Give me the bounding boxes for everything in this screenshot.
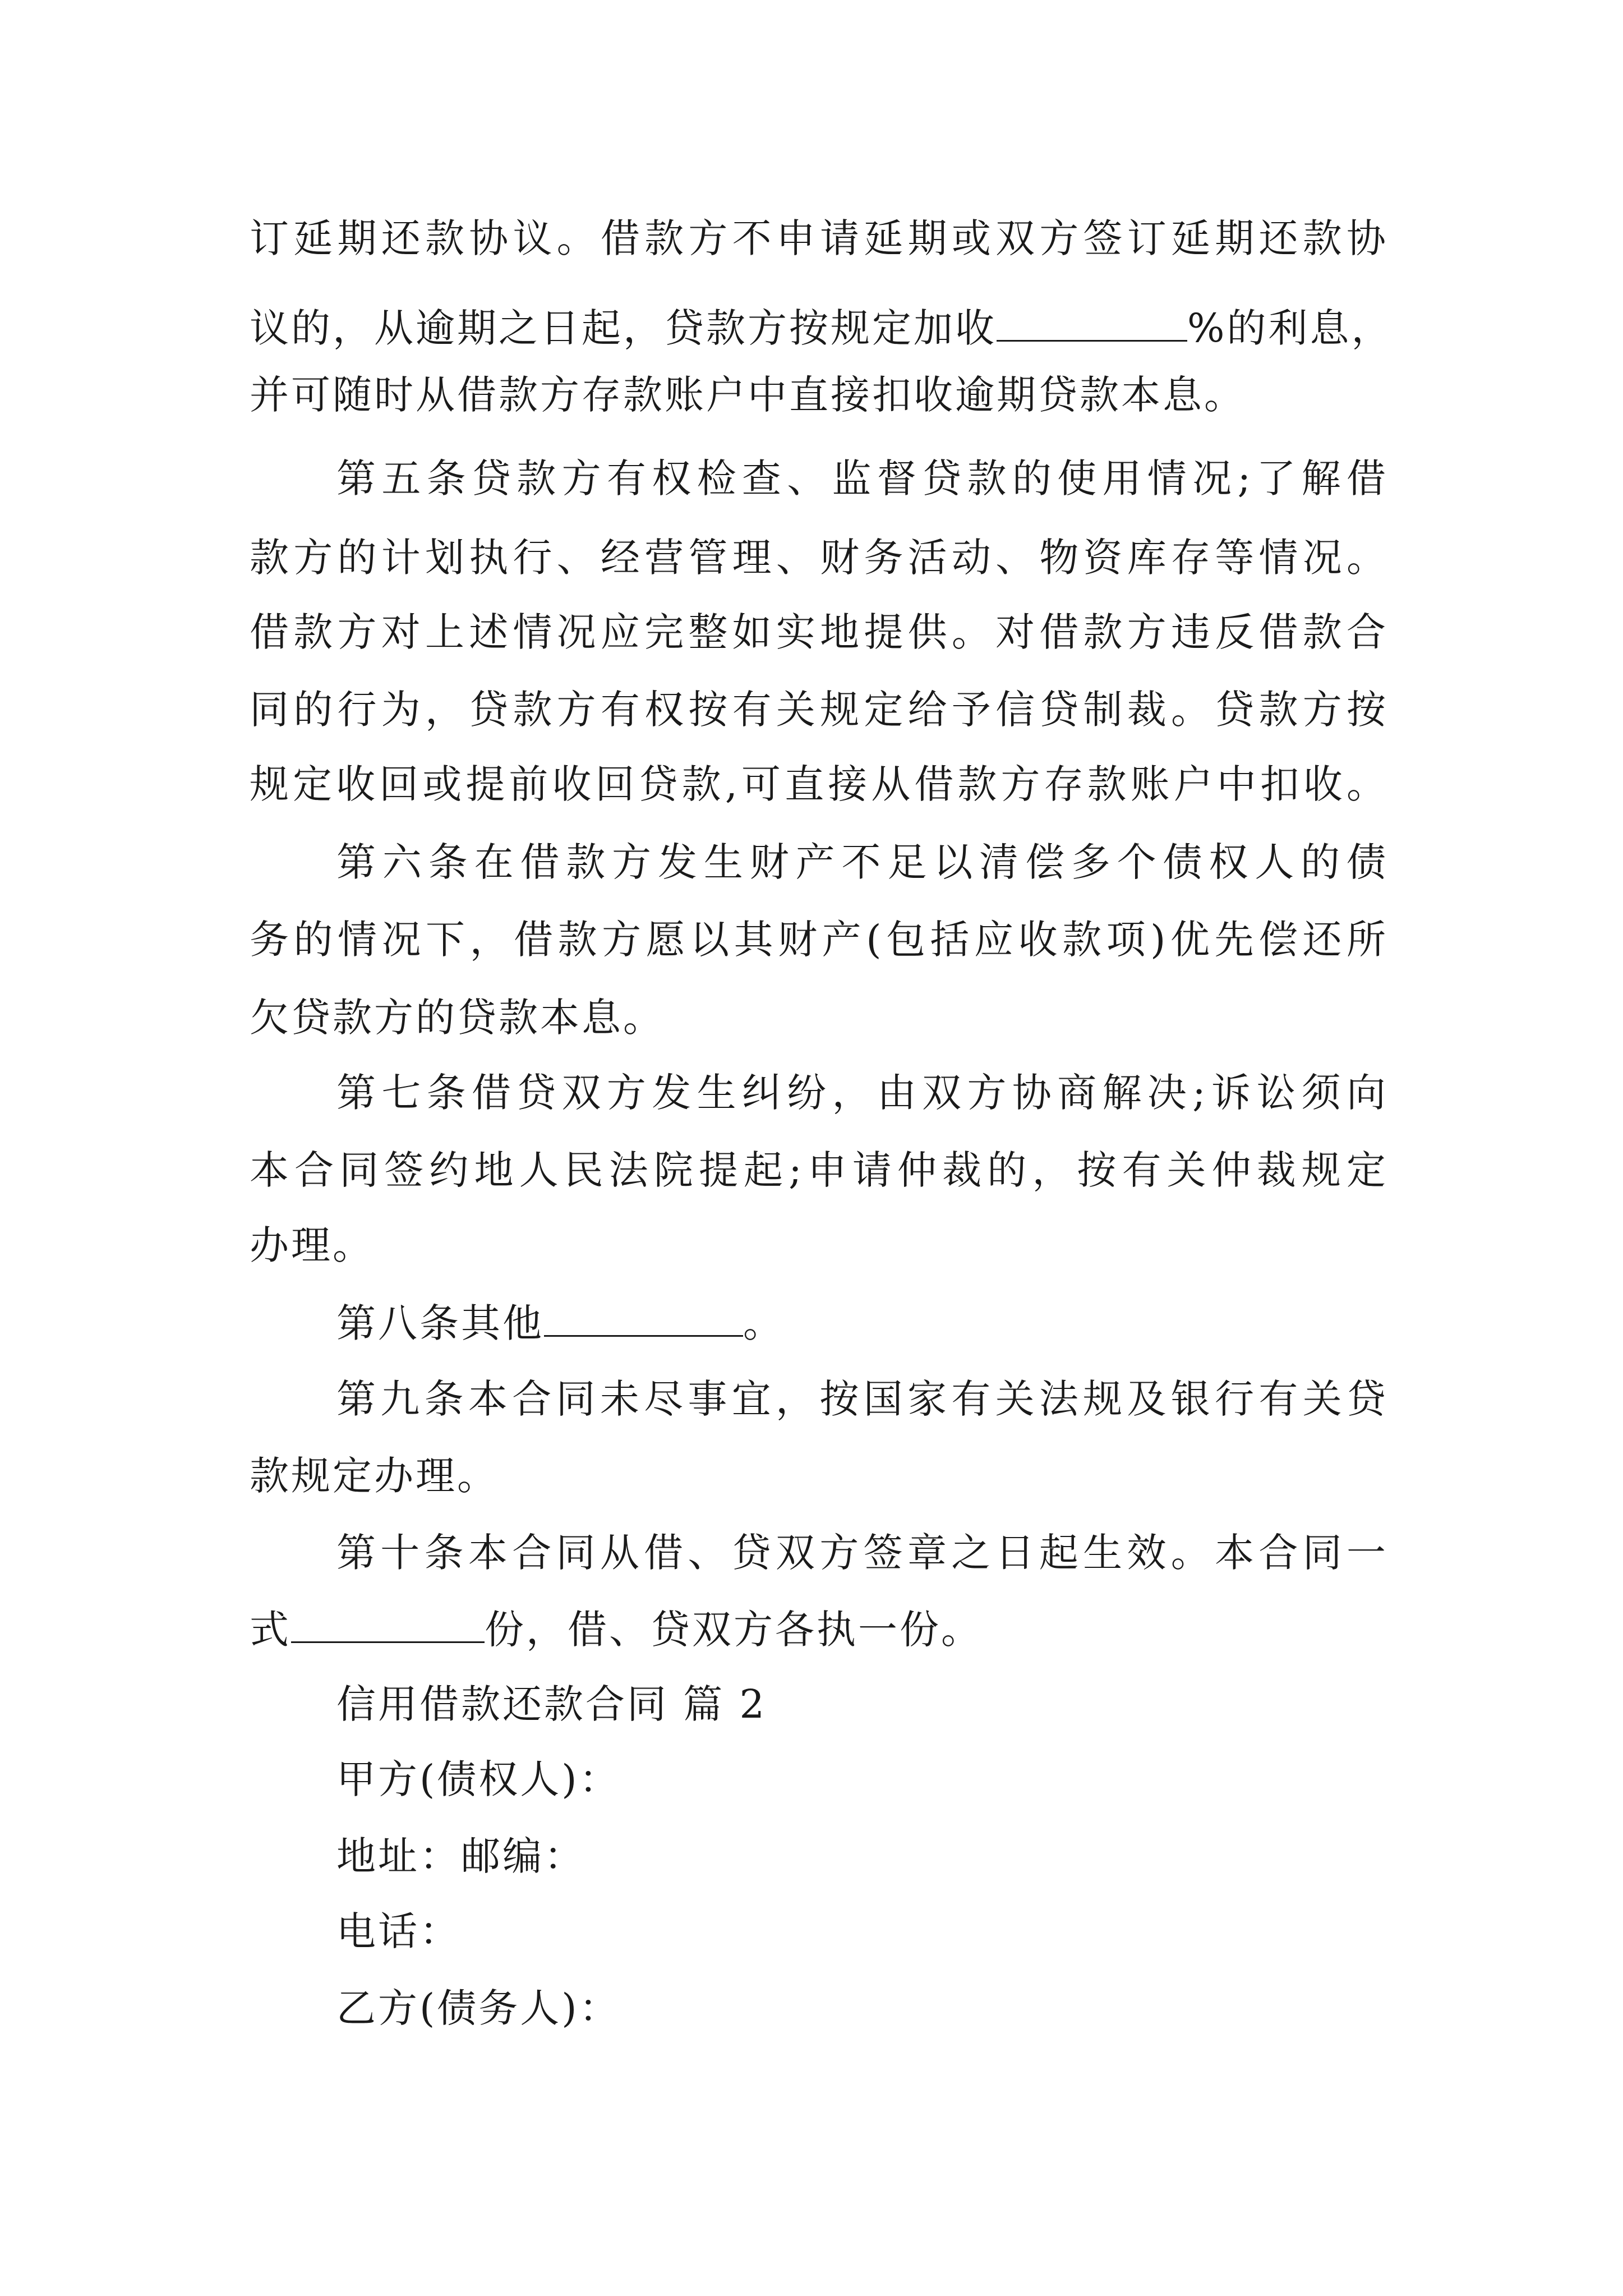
body-line: 借款方对上述情况应完整如实地提供。对借款方违反借款合 [250,609,1388,655]
fill-in-blank [997,300,1187,342]
body-line: 规定收回或提前收回贷款,可直接从借款方存款账户中扣收。 [250,761,1388,807]
fill-in-blank [544,1295,743,1337]
paragraph-start-line: 第六条在借款方发生财产不足以清偿多个债权人的债 [336,839,1388,885]
body-line: 办理。 [250,1222,374,1268]
body-line [250,300,1393,356]
paragraph-start-line: 第七条借贷双方发生纠纷，由双方协商解决;诉讼须向 [336,1070,1388,1116]
line-text: 议的，从逾期之日起，贷款方按规定加收 [250,305,997,351]
body-line: 款方的计划执行、经营管理、财务活动、物资库存等情况。 [250,535,1388,581]
field-label-debtor: 乙方(债务人)： [336,1985,621,2031]
field-label-phone: 电话： [336,1908,461,1954]
line-text: 第八条其他 [336,1300,544,1346]
paragraph-start-line: 第五条贷款方有权检查、监督贷款的使用情况;了解借 [336,455,1388,501]
field-label-address: 地址：邮编： [336,1833,585,1879]
body-line: 并可随时从借款方存款账户中直接扣收逾期贷款本息。 [250,372,1246,418]
line-text: %的利息， [1187,305,1393,351]
fill-in-blank [291,1601,485,1643]
body-line: 欠贷款方的贷款本息。 [250,995,665,1041]
paragraph-start-line: 第九条本合同未尽事宜，按国家有关法规及银行有关贷 [336,1376,1388,1422]
body-line: 务的情况下，借款方愿以其财产(包括应收款项)优先偿还所 [250,917,1388,963]
body-line [250,1601,1388,1657]
line-text: 。 [743,1300,785,1346]
body-line: 同的行为，贷款方有权按有关规定给予信贷制裁。贷款方按 [250,687,1388,733]
body-line: 本合同签约地人民法院提起;申请仲裁的，按有关仲裁规定 [250,1147,1388,1193]
paragraph-start-line: 第十条本合同从借、贷双方签章之日起生效。本合同一 [336,1530,1388,1576]
paragraph-start-line [336,1295,1388,1351]
body-line: 订延期还款协议。借款方不申请延期或双方签订延期还款协 [250,215,1388,261]
line-text: 份，借、贷双方各执一份。 [485,1607,983,1653]
body-line: 款规定办理。 [250,1453,499,1499]
line-text: 式 [250,1607,291,1653]
section-heading: 信用借款还款合同 篇 2 [336,1681,767,1727]
field-label-creditor: 甲方(债权人)： [336,1756,621,1802]
